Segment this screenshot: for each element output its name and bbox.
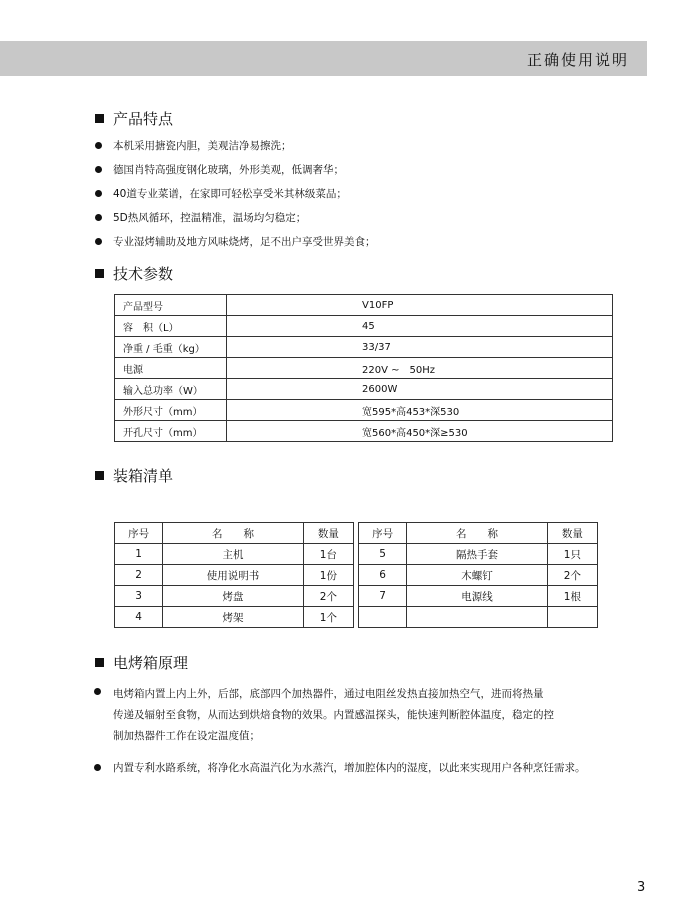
spec-label: 开孔尺寸（mm） [115,421,227,442]
paragraph-line: 制加热器件工作在设定温度值； [113,730,260,742]
principle-paragraph-1 [113,684,613,747]
square-bullet-icon [95,658,104,667]
spec-value: 33/37 [227,337,613,358]
column-header-name: 名 称 [163,523,304,544]
section-title-principle [95,652,188,673]
table-row [115,586,354,607]
paragraph-line: 传递及辐射至食物，从而达到烘焙食物的效果。内置感温探头，能快速判断腔体温度，稳定的控 [113,709,554,721]
table-row [115,421,613,442]
table-row [115,400,613,421]
empty-cell [407,607,547,628]
feature-item [95,138,292,153]
item-qty: 2个 [547,565,597,586]
page-number: 3 [637,880,646,895]
item-qty: 2个 [303,586,353,607]
item-qty: 1只 [547,544,597,565]
item-no: 2 [115,565,163,586]
item-qty: 1台 [303,544,353,565]
bullet-dot-icon [95,238,102,245]
empty-cell [547,607,597,628]
table-header-row [115,523,354,544]
spec-label: 净重 / 毛重（kg） [115,337,227,358]
table-header-row [359,523,598,544]
table-row [115,607,354,628]
column-header-qty: 数量 [303,523,353,544]
item-name: 隔热手套 [407,544,547,565]
section-title-features [95,108,173,129]
item-no: 6 [359,565,407,586]
table-row [359,586,598,607]
column-header-name: 名 称 [407,523,547,544]
column-header-no: 序号 [115,523,163,544]
table-row [115,565,354,586]
table-row [115,379,613,400]
spec-value: V10FP [227,295,613,316]
feature-item [95,210,306,225]
feature-text: 40道专业菜谱，在家即可轻松享受米其林级菜品； [113,188,347,200]
bullet-dot-icon [95,214,102,221]
spec-label: 电源 [115,358,227,379]
item-no: 7 [359,586,407,607]
header-bar [0,41,647,76]
principle-paragraph-2: 内置专利水路系统，将净化水高温汽化为水蒸汽，增加腔体内的湿度，以此来实现用户各种烹饪需求。 [113,762,586,774]
item-name: 电源线 [407,586,547,607]
header-title: 正确使用说明 [526,51,629,69]
spec-label: 输入总功率（W） [115,379,227,400]
table-row [115,358,613,379]
feature-text: 专业湿烤辅助及地方风味烧烤，足不出户享受世界美食； [113,236,376,248]
column-header-no: 序号 [359,523,407,544]
feature-item [95,234,376,249]
item-name: 木螺钉 [407,565,547,586]
spec-value: 45 [227,316,613,337]
square-bullet-icon [95,114,104,123]
column-header-qty: 数量 [547,523,597,544]
spec-value: 220V ~ 50Hz [227,358,613,379]
bullet-dot-icon [94,688,101,695]
feature-text: 5D热风循环，控温精准，温场均匀稳定； [113,212,307,224]
item-qty: 1份 [303,565,353,586]
table-row [115,337,613,358]
feature-item [95,162,344,177]
table-row [359,544,598,565]
spec-label: 容 积（L） [115,316,227,337]
item-no: 4 [115,607,163,628]
item-no: 1 [115,544,163,565]
square-bullet-icon [95,471,104,480]
item-name: 烤架 [163,607,304,628]
spec-value: 2600W [227,379,613,400]
spec-label: 产品型号 [115,295,227,316]
table-row [359,565,598,586]
section-title-packing [95,465,173,486]
item-qty: 1个 [303,607,353,628]
principle-title: 电烤箱原理 [113,654,189,672]
bullet-dot-icon [95,142,102,149]
item-name: 烤盘 [163,586,304,607]
paragraph-line: 电烤箱内置上内上外，后部，底部四个加热器件，通过电阻丝发热直接加热空气，进而将热量 [113,688,544,700]
table-row [115,544,354,565]
item-name: 使用说明书 [163,565,304,586]
spec-label: 外形尺寸（mm） [115,400,227,421]
table-row-empty [359,607,598,628]
packing-table-left [114,522,354,628]
feature-text: 德国肖特高强度钢化玻璃，外形美观，低调奢华； [113,164,344,176]
bullet-dot-icon [95,190,102,197]
specs-title: 技术参数 [113,265,174,283]
feature-item [95,186,347,201]
spec-value: 宽560*高450*深≥530 [227,421,613,442]
bullet-dot-icon [94,764,101,771]
square-bullet-icon [95,269,104,278]
spec-value: 宽595*高453*深530 [227,400,613,421]
table-row [115,295,613,316]
packing-title: 装箱清单 [113,467,174,485]
table-row [115,316,613,337]
bullet-dot-icon [95,166,102,173]
item-no: 5 [359,544,407,565]
packing-table-right [358,522,598,628]
item-name: 主机 [163,544,304,565]
feature-text: 本机采用搪瓷内胆，美观洁净易擦洗； [113,140,292,152]
item-qty: 1根 [547,586,597,607]
section-title-specs [95,263,173,284]
empty-cell [359,607,407,628]
item-no: 3 [115,586,163,607]
features-title: 产品特点 [113,110,174,128]
spec-table [114,294,613,442]
